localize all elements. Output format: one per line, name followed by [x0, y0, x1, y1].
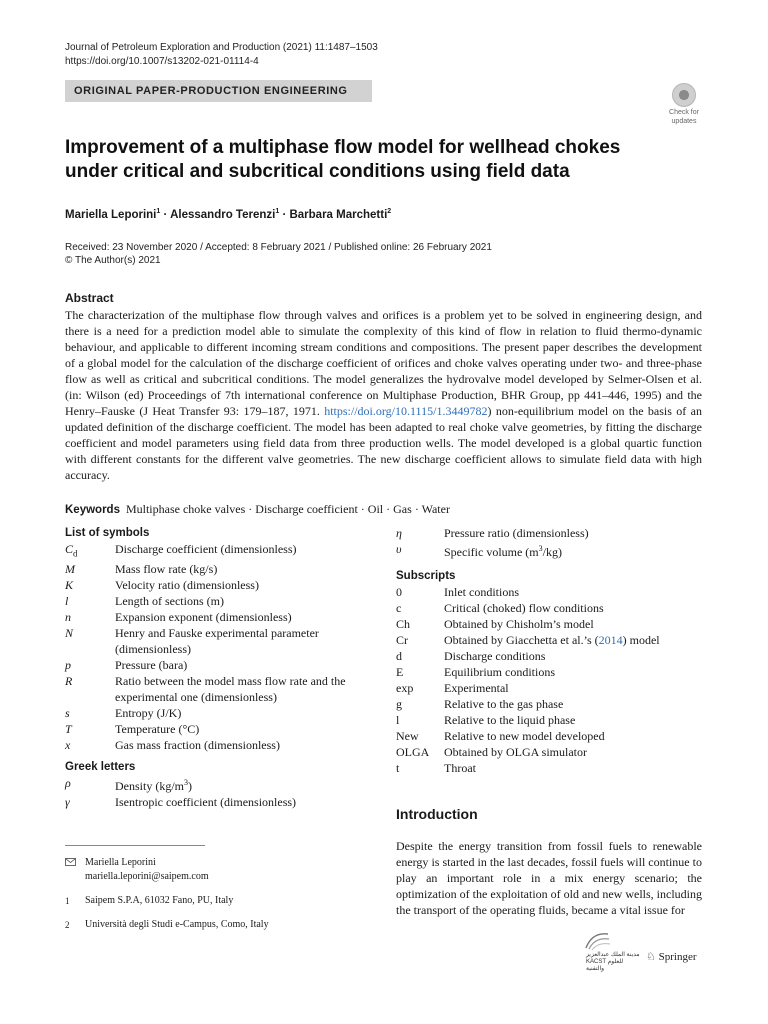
table-row [65, 721, 380, 737]
check-updates-icon [672, 83, 696, 107]
subscript-description: Obtained by OLGA simulator [444, 745, 587, 759]
greek-table [65, 775, 296, 810]
greek-heading: Greek letters [65, 761, 136, 774]
table-row [65, 625, 380, 657]
symbol-description: Length of sections (m) [115, 594, 224, 609]
symbol-cell: $C_d$ [65, 542, 78, 559]
keyword: Oil [367, 502, 384, 516]
affiliation-text: Università degli Studi e-Campus, Como, Italy [85, 919, 269, 930]
keyword-separator: · [411, 502, 422, 516]
keyword-separator: · [245, 502, 256, 516]
check-updates-line1: Check for [669, 109, 699, 116]
symbol-description: Mass flow rate (kg/s) [115, 562, 218, 577]
table-row [396, 744, 660, 760]
table-row [396, 541, 589, 560]
check-updates-line2: updates [671, 118, 697, 125]
author-affiliation-mark: 2 [387, 208, 392, 215]
keyword-separator: · [357, 502, 368, 516]
keyword: Discharge coefficient [255, 502, 358, 516]
subscript-description: Relative to the liquid phase [444, 713, 576, 727]
doi-link[interactable]: https://doi.org/10.1007/s13202-021-01114-4 [65, 56, 259, 67]
table-row [396, 728, 660, 744]
keywords-label: Keywords [65, 504, 120, 516]
keyword: Water [421, 502, 450, 516]
kacst-name-line1: مدينة الملك عبدالعزيز [586, 952, 640, 958]
introduction-heading: Introduction [396, 806, 478, 822]
table-row [396, 600, 660, 616]
symbol-description: Specific volume $(m^3/kg)$ [444, 544, 562, 559]
introduction-text: Despite the energy transition from fossil fuels to renewable energy is started in the last decades, fossil fuels will continue to play an important role in a mix energy scenario; the optimization of the exploitation of old and new wells, including the transport of the operating fluids, became a vital issue for [396, 839, 702, 917]
affiliation-mark: 1 [65, 896, 70, 906]
symbols-table-continued [396, 525, 589, 560]
symbol-cell: x [65, 738, 71, 753]
subscript-description: Throat [444, 761, 476, 775]
author-name: Mariella Leporini [65, 208, 157, 221]
table-row [65, 593, 380, 609]
table-row [65, 673, 380, 705]
symbol-cell: l [65, 594, 69, 609]
table-row [396, 664, 660, 680]
table-row [396, 712, 660, 728]
table-row [65, 577, 380, 593]
author-name: Alessandro Terenzi [170, 208, 276, 221]
symbol-cell: K [65, 578, 74, 593]
symbol-cell: s [65, 706, 70, 721]
symbol-description: Henry and Fauske experimental parameter (dimensionless) [115, 626, 319, 657]
symbol-cell: ρ [65, 776, 71, 791]
subscript-cell: Cr [396, 633, 408, 647]
subscript-description: Relative to new model developed [444, 729, 605, 743]
author-separator: · [279, 208, 290, 221]
symbol-description: Isentropic coefficient (dimensionless) [115, 795, 297, 810]
subscript-cell: E [396, 665, 404, 679]
contact-name: Mariella Leporini [85, 857, 156, 868]
check-for-updates-badge[interactable] [664, 83, 704, 125]
subscript-description: Obtained by Giacchetta et al.’s (2014) model [444, 633, 660, 647]
nomenclature-left-column [65, 525, 380, 810]
subscript-cell: New [396, 729, 419, 743]
subscript-description: Equilibrium conditions [444, 665, 555, 679]
symbol-cell: R [65, 674, 73, 689]
publisher-logos [582, 930, 707, 972]
footnote-divider [65, 845, 205, 846]
subscript-description: Inlet conditions [444, 585, 519, 599]
author-separator: · [160, 208, 171, 221]
keyword-separator: · [383, 502, 394, 516]
subscript-cell: exp [396, 681, 414, 695]
symbol-description: Ratio between the model mass flow rate and the experimental one (dimensionless) [115, 674, 346, 705]
journal-citation [65, 41, 378, 69]
table-row [65, 561, 380, 577]
article-category: ORIGINAL PAPER-PRODUCTION ENGINEERING [65, 80, 372, 102]
symbol-description: Density $(kg/m^3)$ [115, 778, 192, 794]
symbol-description: Pressure ratio (dimensionless) [444, 526, 589, 540]
nomenclature-right-column [396, 525, 706, 776]
symbol-cell: M [65, 562, 75, 577]
keywords [65, 501, 450, 518]
subscript-cell: c [396, 601, 402, 615]
journal-name: Journal of Petroleum Exploration and Production (2021) 11:1487–1503 [65, 42, 378, 53]
table-row [65, 609, 380, 625]
symbol-cell: γ [65, 795, 70, 810]
citation-link[interactable]: 2014 [598, 633, 623, 647]
contact-email[interactable]: mariella.leporini@saipem.com [85, 871, 209, 882]
subscript-cell: 0 [396, 585, 402, 599]
footnotes [65, 856, 365, 932]
copyright: © The Author(s) 2021 [65, 255, 161, 266]
author-list [65, 204, 391, 223]
author-affiliation-mark: 1 [275, 208, 280, 215]
abstract-text [65, 307, 702, 483]
abstract-text-part: The characterization of the multiphase flow through valves and orifices is a problem yet to be solved in engineering design, and there is a need for a prediction model able to simulate the complexity of this kind of flow in relation to fluid thermo-dynamic behaviour, and applicable to different incoming stream conditions and compositions. The present paper describes the development of a global model for the calculation of the discharge coefficient of orifices and choke valves operating under two- and three-phase flow as well as critical and subcritical conditions. The model generalizes the hydrovalve model developed by Selmer-Olsen et al. (in: Wilson (ed) Proceedings of 7th international conference on Multiphase Production, BHR Group, pp 441–446, 1995) and the Henry–Fauske (J Heat Transfer 93: 179–187, 1971. [65, 308, 702, 418]
abstract-doi-link[interactable]: https://doi.org/10.1115/1.3449782 [324, 404, 488, 418]
table-row [65, 657, 380, 673]
symbol-cell: υ [396, 542, 402, 556]
author-affiliation-mark: 1 [156, 208, 161, 215]
symbol-cell: N [65, 626, 74, 641]
subscript-cell: Ch [396, 617, 411, 631]
subscript-description: Discharge conditions [444, 649, 546, 663]
corresponding-author [65, 856, 365, 884]
table-row [396, 680, 660, 696]
subscript-description: Critical (choked) flow conditions [444, 601, 604, 615]
kacst-logo [582, 930, 642, 972]
affiliation-mark: 2 [65, 920, 70, 930]
table-row [396, 760, 660, 776]
table-row [396, 525, 589, 541]
symbol-description: Temperature (°C) [115, 722, 200, 737]
symbol-cell: T [65, 722, 72, 737]
table-row [396, 648, 660, 664]
table-row [396, 696, 660, 712]
table-row [65, 541, 380, 561]
symbol-cell: n [65, 610, 71, 625]
symbols-table [65, 541, 380, 753]
table-row [65, 737, 380, 753]
symbol-description: Gas mass fraction (dimensionless) [115, 738, 280, 753]
subscript-description: Relative to the gas phase [444, 697, 564, 711]
abstract-text-part: ) non-equilibrium model on the basis of an updated definition of the discharge coefficient. The model has been adapted to real choke valve geometries, by fitting the discharge coefficient and model parameters using field data from three production wells. The model developed is a global quartic function with different constants for the different valve geometries. The new discharge coefficient allows to simulate field data with high accuracy. [65, 404, 702, 482]
subscript-cell: g [396, 697, 402, 711]
symbols-heading: List of symbols [65, 527, 150, 539]
symbol-description: Pressure (bara) [115, 658, 188, 673]
table-row [65, 794, 296, 810]
envelope-icon [65, 856, 85, 884]
subscript-description: Obtained by Chisholm’s model [444, 617, 594, 631]
table-row [396, 584, 660, 600]
paper-title: Improvement of a multiphase flow model for wellhead chokes under critical and subcritical conditions using field data [65, 137, 621, 182]
table-row [396, 632, 660, 648]
subscripts-table [396, 584, 660, 776]
table-row [65, 775, 296, 794]
symbol-description: Expansion exponent (dimensionless) [115, 610, 292, 625]
subscript-cell: l [396, 713, 400, 727]
subscript-description: Experimental [444, 681, 509, 695]
affiliation-1 [65, 894, 365, 908]
publication-dates [65, 241, 492, 267]
affiliation-2 [65, 918, 365, 932]
table-row [396, 616, 660, 632]
kacst-name-line2: KACST للعلوم والتقنية [586, 959, 624, 972]
keyword: Multiphase choke valves [125, 502, 246, 516]
table-row [65, 705, 380, 721]
springer-name: Springer [658, 951, 697, 963]
subscript-cell: t [396, 761, 400, 775]
subscript-cell: d [396, 649, 402, 663]
springer-horse-icon: ♘ [646, 951, 656, 963]
subscript-cell: OLGA [396, 745, 430, 759]
subscripts-heading: Subscripts [396, 570, 456, 582]
kacst-emblem-icon [582, 930, 612, 952]
springer-logo [646, 950, 697, 963]
symbol-description: Entropy (J/K) [115, 706, 182, 721]
affiliation-text: Saipem S.P.A, 61032 Fano, PU, Italy [85, 895, 234, 906]
symbol-description: Velocity ratio (dimensionless) [115, 578, 259, 593]
symbol-cell: η [396, 526, 402, 540]
history-dates: Received: 23 November 2020 / Accepted: 8 February 2021 / Published online: 26 February 2021 [65, 242, 492, 253]
author-name: Barbara Marchetti [289, 208, 388, 221]
symbol-description: Discharge coefficient (dimensionless) [115, 542, 297, 556]
keyword: Gas [393, 502, 412, 516]
abstract-heading: Abstract [65, 291, 114, 305]
symbol-cell: p [65, 658, 71, 673]
